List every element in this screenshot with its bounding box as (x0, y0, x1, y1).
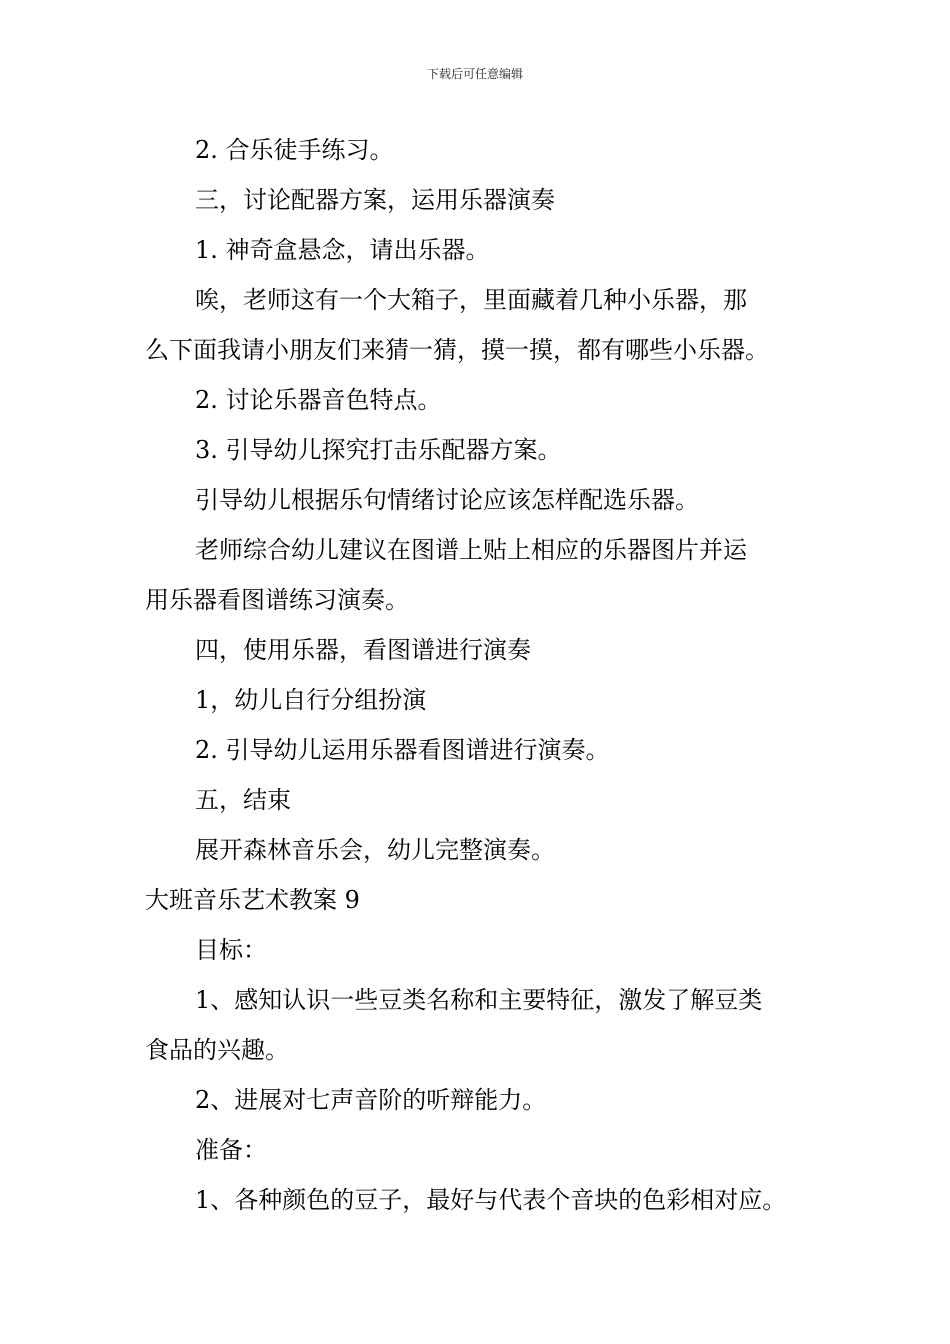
paragraph-line: 3. 引导幼儿探究打击乐配器方案。 (195, 436, 562, 464)
paragraph-line: 老师综合幼儿建议在图谱上贴上相应的乐器图片并运 (195, 536, 747, 564)
paragraph-line: 1、各种颜色的豆子，最好与代表个音块的色彩相对应。 (195, 1186, 787, 1214)
section-heading: 四，使用乐器，看图谱进行演奏 (195, 636, 531, 664)
section-heading: 准备： (195, 1136, 267, 1164)
paragraph-line: 2. 合乐徒手练习。 (195, 136, 394, 164)
paragraph-line: 1、感知认识一些豆类名称和主要特征，激发了解豆类 (195, 986, 763, 1014)
paragraph-line: 食品的兴趣。 (145, 1036, 289, 1064)
paragraph-line: 1，幼儿自行分组扮演 (195, 686, 427, 714)
paragraph-line: 2. 引导幼儿运用乐器看图谱进行演奏。 (195, 736, 610, 764)
paragraph-line: 么下面我请小朋友们来猜一猜，摸一摸，都有哪些小乐器。 (145, 336, 769, 364)
paragraph-line: 2、进展对七声音阶的听辩能力。 (195, 1086, 547, 1114)
page-header: 下载后可任意编辑 (426, 67, 523, 81)
document-title: 大班音乐艺术教案 9 (145, 886, 360, 914)
section-heading: 五，结束 (195, 786, 291, 814)
section-heading: 目标： (195, 936, 267, 964)
paragraph-line: 引导幼儿根据乐句情绪讨论应该怎样配选乐器。 (195, 486, 699, 514)
paragraph-line: 唉，老师这有一个大箱子，里面藏着几种小乐器，那 (195, 286, 747, 314)
paragraph-line: 用乐器看图谱练习演奏。 (145, 586, 409, 614)
section-heading: 三，讨论配器方案，运用乐器演奏 (195, 186, 555, 214)
paragraph-line: 2. 讨论乐器音色特点。 (195, 386, 442, 414)
paragraph-line: 1. 神奇盒悬念，请出乐器。 (195, 236, 490, 264)
paragraph-line: 展开森林音乐会，幼儿完整演奏。 (195, 836, 555, 864)
